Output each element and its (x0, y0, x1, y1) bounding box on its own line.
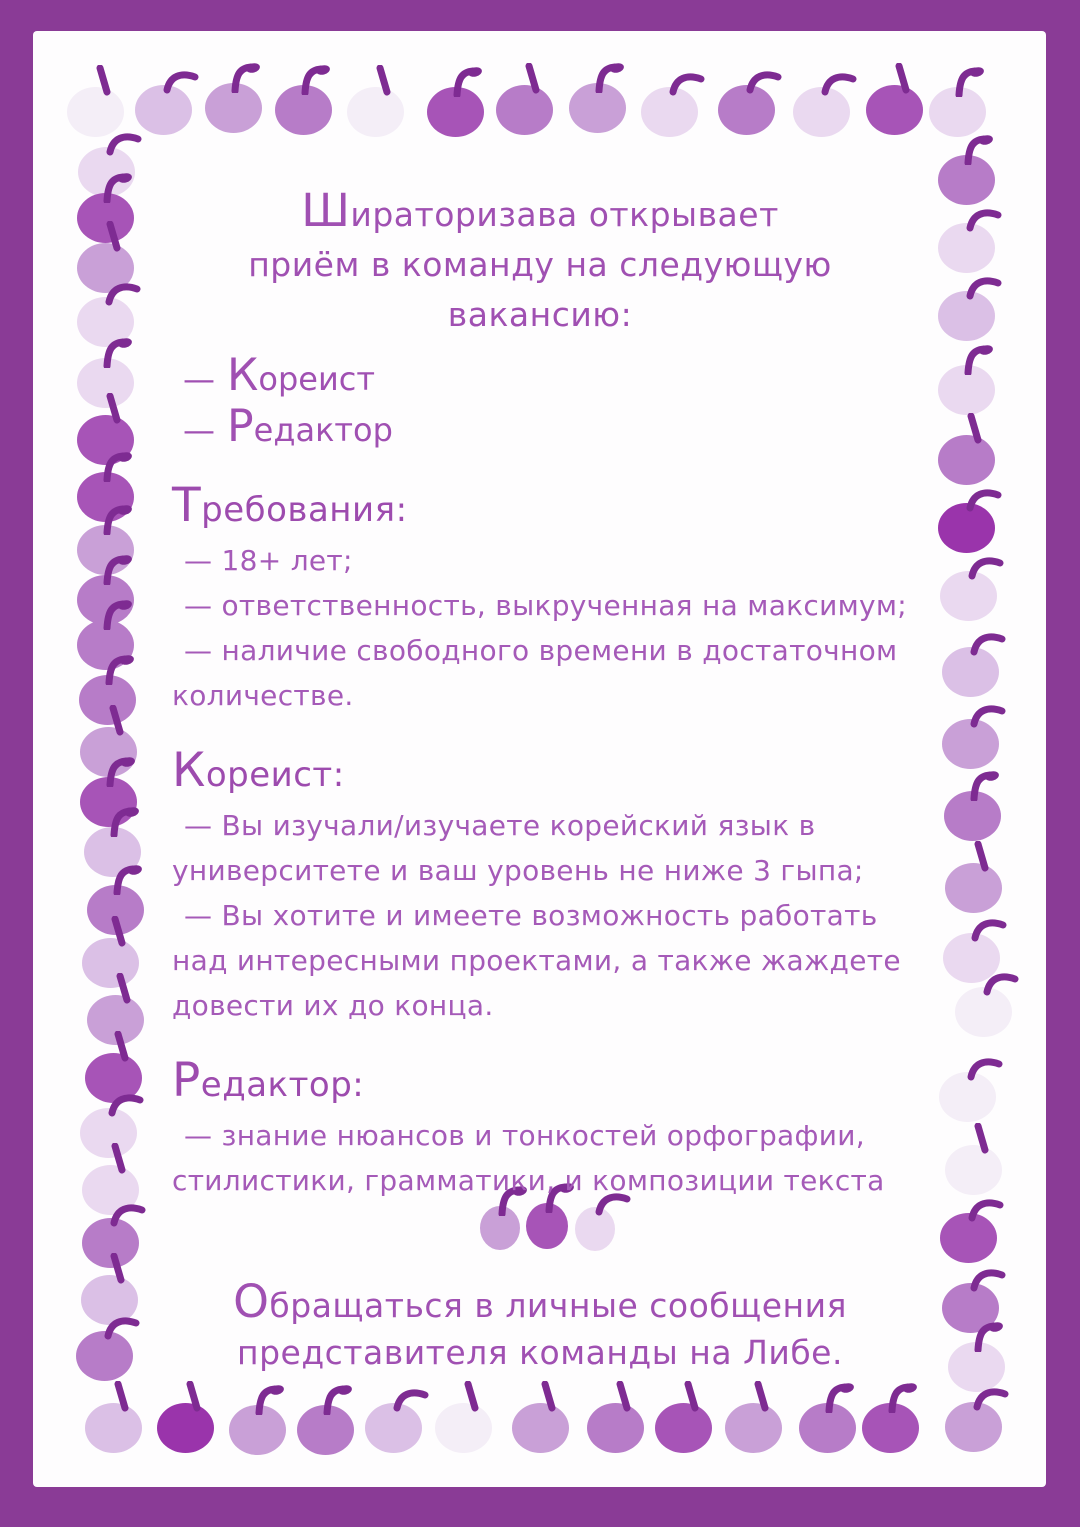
berry-stem-icon (947, 65, 991, 97)
section-heading: Редактор: (172, 1053, 365, 1108)
berry-stem-icon (819, 65, 863, 97)
berry-stem-icon (161, 63, 205, 95)
text-line: стилистики, грамматики, и композиции текста (172, 1164, 885, 1197)
berry-stem-icon (95, 450, 139, 482)
berry-stem-icon (95, 598, 139, 630)
berry-stem-icon (85, 65, 129, 97)
berry-stem-icon (880, 1381, 924, 1413)
berry-stem-icon (605, 1381, 649, 1413)
berry-stem-icon (108, 1196, 152, 1228)
berry-stem-icon (962, 769, 1006, 801)
berry-stem-icon (964, 481, 1008, 513)
section-heading: Кореист: (172, 743, 345, 798)
berry-stem-icon (247, 1383, 291, 1415)
berry-stem-icon (175, 1381, 219, 1413)
vacancy-item-koreist (183, 352, 393, 403)
berry-stem-icon (102, 805, 146, 837)
berry-stem-icon (223, 61, 267, 93)
berry-stem-icon (105, 973, 149, 1005)
text-line: — Вы изучали/изучаете корейский язык в (184, 809, 816, 842)
berry-stem-icon (884, 63, 928, 95)
text-line: университете и ваш уровень не ниже 3 гыпа; (172, 854, 864, 887)
berry-stem-icon (106, 1086, 150, 1118)
berry-stem-icon (956, 133, 1000, 165)
text-line: довести их до конца. (172, 989, 494, 1022)
berry-stem-icon (98, 705, 142, 737)
berry-stem-icon (966, 549, 1010, 581)
dash: — (183, 411, 215, 449)
vacancy-item-editor (183, 403, 393, 454)
berry-stem-icon (100, 916, 144, 948)
section-koreist (172, 743, 962, 1028)
title-line: приём в команду на следующую (248, 245, 832, 284)
berry-stem-icon (965, 1050, 1009, 1082)
text-line: — наличие свободного времени в достаточном (184, 634, 898, 667)
berry-stem-icon (95, 503, 139, 535)
berry-stem-icon (667, 65, 711, 97)
dash: — (183, 360, 215, 398)
berry-stem-icon (514, 63, 558, 95)
section-editor (172, 1053, 962, 1203)
berry-stem-icon (391, 1381, 435, 1413)
footer-line: Обращаться в личные сообщения (233, 1275, 847, 1328)
poster-title (40, 186, 1040, 340)
text-line: — Вы хотите и имеете возможность работать (184, 899, 878, 932)
poster-footer (40, 1275, 1040, 1376)
berry-stem-icon (968, 697, 1012, 729)
text-line: — ответственность, выкрученная на максимум; (184, 589, 908, 622)
berry-stem-icon (956, 413, 1000, 445)
text-line: количестве. (172, 679, 354, 712)
vacancy-list (183, 352, 393, 454)
berry-stem-icon (453, 1381, 497, 1413)
berry-stem-icon (104, 125, 148, 157)
berry-stem-icon (963, 1123, 1007, 1155)
vacancy-label: Редактор (227, 401, 393, 452)
berry-stem-icon (969, 911, 1013, 943)
berry-stem-icon (98, 755, 142, 787)
berry-stem-icon (445, 65, 489, 97)
title-line: вакансию: (447, 295, 633, 334)
berry-stem-icon (365, 65, 409, 97)
berry-stem-icon (968, 625, 1012, 657)
footer-line: представителя команды на Либе. (237, 1333, 843, 1372)
section-requirements (172, 478, 962, 718)
berry-stem-icon (673, 1381, 717, 1413)
berry-stem-icon (95, 336, 139, 368)
berry-stem-icon (315, 1383, 359, 1415)
berry-stem-icon (95, 553, 139, 585)
berry-stem-icon (103, 1381, 147, 1413)
berry-stem-icon (103, 1031, 147, 1063)
berry-stem-icon (981, 965, 1025, 997)
poster-body (172, 478, 962, 1203)
berry-stem-icon (966, 1191, 1010, 1223)
berry-stem-icon (963, 841, 1007, 873)
berry-stem-icon (95, 393, 139, 425)
berry-stem-icon (105, 863, 149, 895)
berry-stem-icon (100, 1143, 144, 1175)
section-heading: Требования: (172, 478, 408, 533)
text-line: — знание нюансов и тонкостей орфографии, (184, 1119, 865, 1152)
text-line: над интересными проектами, а также жаждете (172, 944, 901, 977)
berry-stem-icon (956, 343, 1000, 375)
berry-stem-icon (971, 1380, 1015, 1412)
berry-stem-icon (530, 1381, 574, 1413)
berry-stem-icon (293, 63, 337, 95)
berry-stem-icon (744, 63, 788, 95)
title-line: Шираторизава открывает (301, 184, 779, 237)
text-line: — 18+ лет; (184, 544, 353, 577)
vacancy-label: Кореист (227, 350, 375, 401)
berry-stem-icon (97, 653, 141, 685)
berry-stem-icon (743, 1381, 787, 1413)
berry-stem-icon (587, 61, 631, 93)
berry-stem-icon (817, 1381, 861, 1413)
